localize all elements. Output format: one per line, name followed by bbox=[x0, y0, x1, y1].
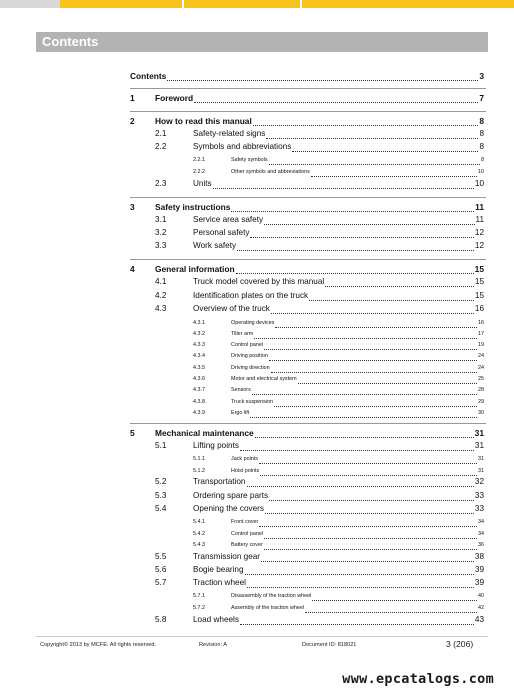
toc-entry-page: 24 bbox=[478, 365, 484, 371]
toc-dot-leader bbox=[213, 178, 474, 189]
toc-entry-title: Identification plates on the truck bbox=[193, 291, 309, 300]
toc-dot-leader bbox=[264, 539, 477, 550]
toc-entry-page: 8 bbox=[479, 142, 484, 151]
toc-entry[interactable] bbox=[0, 214, 514, 226]
toc-entry[interactable] bbox=[0, 115, 514, 127]
toc-entry-page: 15 bbox=[474, 264, 484, 274]
toc-dot-leader bbox=[237, 240, 474, 251]
chapter-divider bbox=[130, 88, 486, 89]
toc-entry[interactable] bbox=[0, 290, 514, 302]
toc-entry-page: 38 bbox=[474, 552, 484, 561]
toc-entry-number: 4.3.3 bbox=[193, 342, 205, 348]
toc-entry-number: 4.3.8 bbox=[193, 399, 205, 405]
toc-entry-title: Tiller arm bbox=[231, 331, 254, 337]
toc-entry-number: 5.1.1 bbox=[193, 456, 205, 462]
toc-entry[interactable] bbox=[0, 516, 514, 528]
toc-entry-title: Opening the covers bbox=[193, 504, 265, 513]
toc-entry-page: 25 bbox=[478, 376, 484, 382]
toc-entry-title: Jack points bbox=[231, 456, 258, 462]
toc-entry-number: 4.3.5 bbox=[193, 365, 205, 371]
toc-entry-page: 36 bbox=[478, 542, 484, 548]
toc-entry-title: Bogie bearing bbox=[193, 565, 244, 574]
toc-entry[interactable] bbox=[0, 384, 514, 396]
toc-entry-page: 8 bbox=[481, 157, 484, 163]
toc-dot-leader bbox=[236, 263, 474, 274]
toc-entry-page: 31 bbox=[478, 468, 484, 474]
toc-entry[interactable] bbox=[0, 602, 514, 614]
toc-dot-leader bbox=[255, 427, 474, 438]
toc-entry[interactable] bbox=[0, 201, 514, 213]
toc-entry-title: General information bbox=[155, 264, 235, 274]
toc-entry-number: 5 bbox=[130, 428, 135, 438]
toc-entry-title: Overview of the truck bbox=[193, 304, 270, 313]
toc-dot-leader bbox=[275, 317, 477, 328]
toc-entry-title: Safety symbols bbox=[231, 157, 268, 163]
toc-dot-leader bbox=[245, 564, 474, 575]
toc-entry[interactable] bbox=[0, 240, 514, 252]
toc-entry[interactable] bbox=[0, 178, 514, 190]
toc-entry[interactable] bbox=[0, 614, 514, 626]
toc-entry-title: Driving position bbox=[231, 353, 268, 359]
toc-dot-leader bbox=[266, 128, 478, 139]
toc-dot-leader bbox=[240, 614, 474, 625]
toc-entry-number: 4.3.2 bbox=[193, 331, 205, 337]
toc-entry-number: 3.2 bbox=[155, 228, 167, 237]
toc-entry-number: 4.3 bbox=[155, 304, 167, 313]
toc-entry-page: 28 bbox=[478, 387, 484, 393]
toc-dot-leader bbox=[311, 166, 477, 177]
toc-entry-title: Truck model covered by this manual bbox=[193, 277, 325, 286]
toc-entry-page: 43 bbox=[474, 615, 484, 624]
toc-entry-title: Mechanical maintenance bbox=[155, 428, 254, 438]
toc-entry-page: 16 bbox=[478, 320, 484, 326]
toc-entry-number: 5.4.1 bbox=[193, 519, 205, 525]
toc-entry[interactable] bbox=[0, 407, 514, 419]
toc-entry-page: 39 bbox=[474, 565, 484, 574]
toc-entry-page: 40 bbox=[478, 593, 484, 599]
toc-entry-title: Load wheels bbox=[193, 615, 239, 624]
toc-entry-number: 3.1 bbox=[155, 215, 167, 224]
toc-dot-leader bbox=[271, 362, 477, 373]
toc-entry[interactable] bbox=[0, 490, 514, 502]
toc-entry-number: 5.7.1 bbox=[193, 593, 205, 599]
toc-entry[interactable] bbox=[0, 350, 514, 362]
toc-entry-number: 4.3.7 bbox=[193, 387, 205, 393]
footer-copyright: Copyright© 2013 by MCFE. All rights reserved. bbox=[40, 642, 157, 648]
toc-entry-number: 2 bbox=[130, 116, 135, 126]
toc-entry-number: 4.3.9 bbox=[193, 410, 205, 416]
toc-entry-page: 34 bbox=[478, 519, 484, 525]
toc-entry-title: How to read this manual bbox=[155, 116, 252, 126]
toc-entry-number: 5.4.3 bbox=[193, 542, 205, 548]
toc-entry[interactable] bbox=[0, 539, 514, 551]
toc-entry-number: 5.8 bbox=[155, 615, 167, 624]
chapter-divider bbox=[130, 259, 486, 260]
toc-dot-leader bbox=[298, 373, 477, 384]
toc-entry-number: 4.3.6 bbox=[193, 376, 205, 382]
toc-entry-number: 2.2.2 bbox=[193, 169, 205, 175]
toc-entry-title: Contents bbox=[130, 71, 167, 81]
toc-dot-leader bbox=[269, 154, 480, 165]
toc-entry[interactable] bbox=[0, 577, 514, 589]
toc-dot-leader bbox=[167, 70, 478, 81]
toc-entry[interactable] bbox=[0, 92, 514, 104]
toc-entry-number: 4 bbox=[130, 264, 135, 274]
toc-entry-title: Safety instructions bbox=[155, 202, 231, 212]
toc-entry-title: Transportation bbox=[193, 477, 246, 486]
toc-dot-leader bbox=[269, 490, 474, 501]
toc-entry-title: Truck suspension bbox=[231, 399, 274, 405]
toc-entry-page: 11 bbox=[475, 202, 484, 212]
toc-entry-page: 10 bbox=[474, 179, 484, 188]
toc-entry-number: 5.1 bbox=[155, 441, 167, 450]
toc-dot-leader bbox=[250, 407, 477, 418]
toc-entry-title: Assembly of the traction wheel bbox=[231, 605, 305, 611]
toc-entry-number: 3 bbox=[130, 202, 135, 212]
toc-dot-leader bbox=[269, 350, 477, 361]
toc-entry-page: 31 bbox=[478, 456, 484, 462]
footer-document-id: Document ID: 818021 bbox=[302, 642, 357, 648]
toc-entry-page: 39 bbox=[474, 578, 484, 587]
toc-dot-leader bbox=[194, 92, 478, 103]
toc-entry-title: Work safety bbox=[193, 241, 237, 250]
toc-dot-leader bbox=[271, 303, 474, 314]
chapter-divider bbox=[130, 111, 486, 112]
toc-entry-number: 5.3 bbox=[155, 491, 167, 500]
toc-entry-page: 16 bbox=[474, 304, 484, 313]
toc-entry-page: 24 bbox=[478, 353, 484, 359]
toc-entry-title: Hoist points bbox=[231, 468, 260, 474]
toc-entry[interactable] bbox=[0, 453, 514, 465]
toc-entry-page: 17 bbox=[478, 331, 484, 337]
toc-entry-title: Transmission gear bbox=[193, 552, 261, 561]
toc-entry-page: 32 bbox=[474, 477, 484, 486]
footer-revision: Revision: A bbox=[199, 642, 227, 648]
watermark-text: www.epcatalogs.com bbox=[342, 671, 494, 687]
toc-entry[interactable] bbox=[0, 227, 514, 239]
toc-entry-title: Ordering spare parts bbox=[193, 491, 269, 500]
toc-entry-title: Personal safety bbox=[193, 228, 250, 237]
toc-entry-number: 5.4 bbox=[155, 504, 167, 513]
toc-entry-number: 4.1 bbox=[155, 277, 167, 286]
toc-entry-number: 2.1 bbox=[155, 129, 167, 138]
toc-entry-title: Service area safety bbox=[193, 215, 264, 224]
toc-entry-title: Other symbols and abbreviations bbox=[231, 169, 310, 175]
toc-entry[interactable] bbox=[0, 440, 514, 452]
toc-entry-page: 8 bbox=[479, 116, 484, 126]
toc-entry-title: Operating devices bbox=[231, 320, 275, 326]
footer-page-number: 3 (206) bbox=[446, 639, 474, 649]
chapter-divider bbox=[130, 197, 486, 198]
toc-entry-page: 42 bbox=[478, 605, 484, 611]
toc-entry[interactable] bbox=[0, 564, 514, 576]
toc-entry[interactable] bbox=[0, 70, 514, 82]
toc-dot-leader bbox=[309, 290, 474, 301]
toc-entry-page: 11 bbox=[475, 215, 484, 224]
toc-entry-page: 15 bbox=[474, 277, 484, 286]
toc-dot-leader bbox=[305, 602, 477, 613]
toc-entry-title: Control panel bbox=[231, 342, 264, 348]
toc-dot-leader bbox=[312, 590, 477, 601]
toc-entry-title: Disassembly of the traction wheel bbox=[231, 593, 312, 599]
toc-dot-leader bbox=[292, 141, 478, 152]
toc-entry-title: Front cover bbox=[231, 519, 259, 525]
toc-entry[interactable] bbox=[0, 503, 514, 515]
toc-entry-number: 5.5 bbox=[155, 552, 167, 561]
toc-entry-number: 5.4.2 bbox=[193, 531, 205, 537]
chapter-divider bbox=[130, 423, 486, 424]
toc-dot-leader bbox=[264, 214, 474, 225]
toc-entry-number: 5.6 bbox=[155, 565, 167, 574]
toc-entry-number: 5.7.2 bbox=[193, 605, 205, 611]
toc-dot-leader bbox=[325, 276, 474, 287]
toc-dot-leader bbox=[252, 384, 477, 395]
toc-entry-title: Sensors bbox=[231, 387, 251, 393]
toc-entry-page: 31 bbox=[474, 441, 484, 450]
toc-entry[interactable] bbox=[0, 476, 514, 488]
toc-entry[interactable] bbox=[0, 276, 514, 288]
toc-entry-title: Safety-related signs bbox=[193, 129, 266, 138]
toc-dot-leader bbox=[240, 440, 474, 451]
toc-entry-number: 4.3.4 bbox=[193, 353, 205, 359]
toc-entry[interactable] bbox=[0, 141, 514, 153]
toc-entry[interactable] bbox=[0, 551, 514, 563]
toc-entry-title: Control panel bbox=[231, 531, 264, 537]
toc-entry-number: 5.2 bbox=[155, 477, 167, 486]
toc-dot-leader bbox=[265, 503, 474, 514]
toc-entry-page: 12 bbox=[474, 228, 484, 237]
toc-entry[interactable] bbox=[0, 166, 514, 178]
toc-entry-title: Units bbox=[193, 179, 212, 188]
toc-entry-page: 30 bbox=[478, 410, 484, 416]
toc-entry-page: 3 bbox=[479, 71, 484, 81]
toc-entry-page: 33 bbox=[474, 504, 484, 513]
toc-entry-page: 19 bbox=[478, 342, 484, 348]
toc-entry-page: 34 bbox=[478, 531, 484, 537]
toc-entry-title: Ergo lift bbox=[231, 410, 250, 416]
toc-entry-title: Motor and electrical system bbox=[231, 376, 297, 382]
toc-entry-page: 31 bbox=[474, 428, 484, 438]
toc-entry-page: 33 bbox=[474, 491, 484, 500]
toc-dot-leader bbox=[259, 516, 477, 527]
toc-entry[interactable] bbox=[0, 263, 514, 275]
toc-dot-leader bbox=[274, 396, 477, 407]
toc-dot-leader bbox=[259, 453, 477, 464]
footer-divider bbox=[36, 636, 488, 637]
toc-entry-number: 5.7 bbox=[155, 578, 167, 587]
toc-entry-title: Foreword bbox=[155, 93, 194, 103]
toc-entry[interactable] bbox=[0, 427, 514, 439]
toc-entry-number: 4.3.1 bbox=[193, 320, 205, 326]
toc-entry[interactable] bbox=[0, 128, 514, 140]
toc-dot-leader bbox=[261, 551, 474, 562]
toc-entry[interactable] bbox=[0, 154, 514, 166]
toc-entry-title: Traction wheel bbox=[193, 578, 246, 587]
toc-entry-number: 1 bbox=[130, 93, 135, 103]
toc-entry-number: 3.3 bbox=[155, 241, 167, 250]
toc-entry[interactable] bbox=[0, 590, 514, 602]
toc-entry-number: 2.3 bbox=[155, 179, 167, 188]
toc-entry-page: 7 bbox=[479, 93, 484, 103]
toc-dot-leader bbox=[253, 115, 479, 126]
toc-dot-leader bbox=[247, 577, 474, 588]
toc-entry-page: 12 bbox=[474, 241, 484, 250]
toc-entry-page: 10 bbox=[478, 169, 484, 175]
toc-dot-leader bbox=[250, 227, 473, 238]
toc-entry-number: 2.2.1 bbox=[193, 157, 205, 163]
toc-entry-title: Battery cover bbox=[231, 542, 263, 548]
toc-dot-leader bbox=[231, 201, 474, 212]
toc-entry-number: 5.1.2 bbox=[193, 468, 205, 474]
toc-entry-page: 15 bbox=[474, 291, 484, 300]
toc-entry-number: 4.2 bbox=[155, 291, 167, 300]
toc-dot-leader bbox=[247, 476, 474, 487]
toc-entry-page: 29 bbox=[478, 399, 484, 405]
toc-entry-title: Symbols and abbreviations bbox=[193, 142, 292, 151]
toc-entry-page: 8 bbox=[479, 129, 484, 138]
toc-entry[interactable] bbox=[0, 303, 514, 315]
toc-dot-leader bbox=[264, 339, 477, 350]
toc-dot-leader bbox=[260, 465, 477, 476]
page-title: Contents bbox=[42, 34, 99, 49]
toc-entry-title: Driving direction bbox=[231, 365, 270, 371]
toc-entry-title: Lifting points bbox=[193, 441, 239, 450]
toc-dot-leader bbox=[264, 528, 477, 539]
toc-dot-leader bbox=[254, 328, 477, 339]
toc-entry-number: 2.2 bbox=[155, 142, 167, 151]
